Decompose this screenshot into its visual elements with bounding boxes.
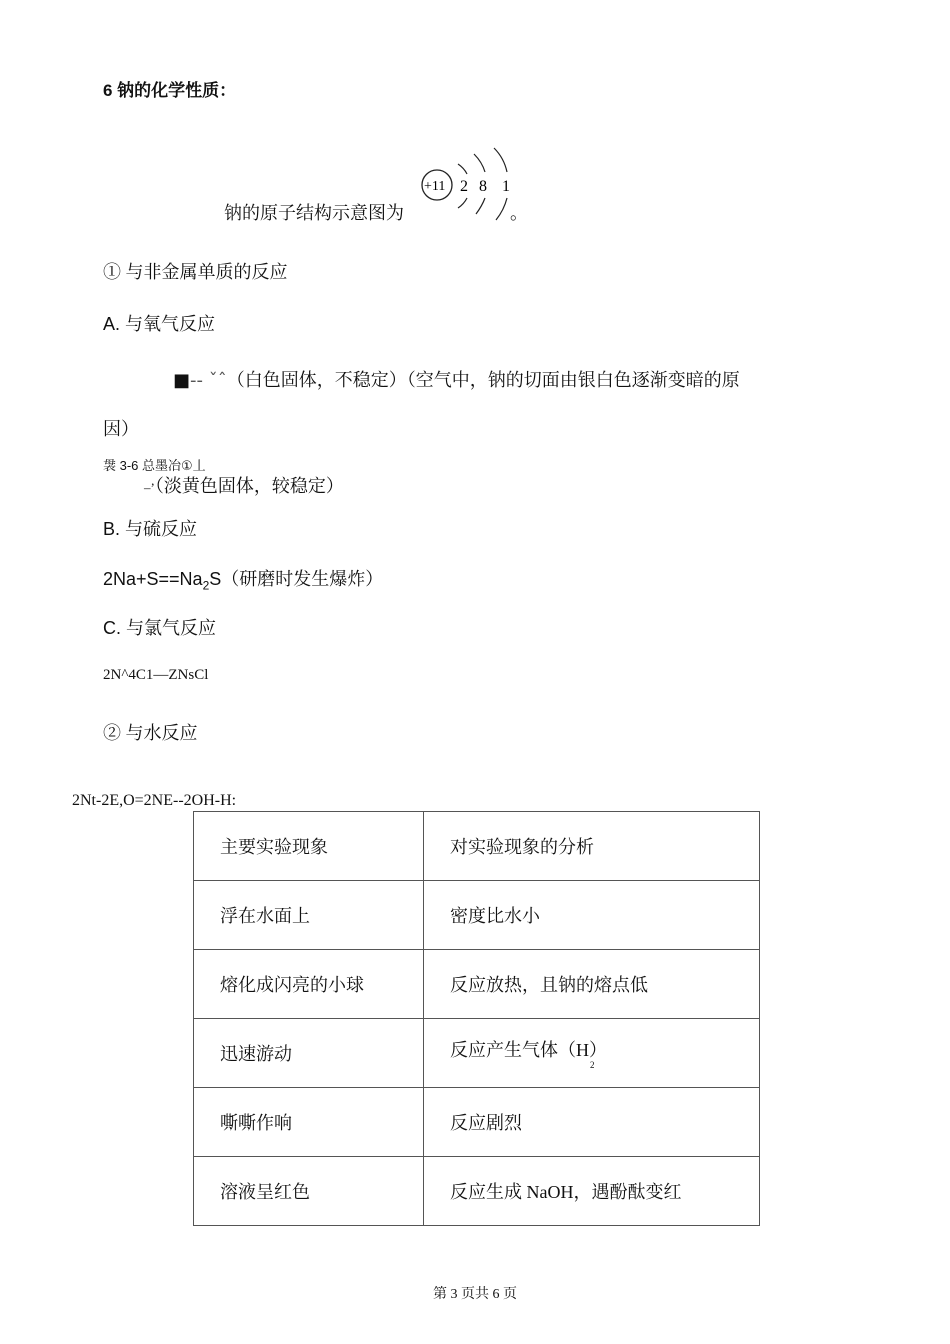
section2-heading: ② 与水反应 <box>103 723 198 743</box>
oxygen-equation-2 <box>144 472 344 498</box>
analysis-cell: 反应剧烈 <box>424 1088 760 1157</box>
phenomenon-cell: 溶液呈红色 <box>194 1157 424 1226</box>
phenomenon-cell: 浮在水面上 <box>194 881 424 950</box>
table-header-cell: 主要实验现象 <box>194 812 424 881</box>
sulfur-eq-subscript: 2 <box>202 578 210 593</box>
atom-caption-period: 。 <box>510 203 528 223</box>
table-row <box>194 1157 760 1226</box>
analysis-cell: 反应生成 NaOH，遇酚酞变红 <box>424 1157 760 1226</box>
table-header-row <box>194 812 760 881</box>
table-row <box>194 1088 760 1157</box>
atom-caption: 钠的原子结构示意图为 <box>224 203 404 223</box>
section-title: 6 钠的化学性质： <box>103 81 237 100</box>
phenomenon-cell: 迅速游动 <box>194 1019 424 1088</box>
oxygen-equation-1-continued: 因） <box>103 419 139 439</box>
sulfur-eq-pre: 2Na+S==Na <box>103 569 203 589</box>
oxygen-equation-2-note: （淡黄色固体，较稳定） <box>154 476 344 496</box>
chlorine-equation: 2N^4C1—ZNsCl <box>103 667 209 683</box>
table-row <box>194 950 760 1019</box>
analysis-cell: 反应放热，且钠的熔点低 <box>424 950 760 1019</box>
analysis-text: 反应产生气体（H） <box>450 1040 607 1060</box>
sulfur-eq-note: （研磨时发生爆炸） <box>221 569 384 589</box>
phenomenon-cell: 嘶嘶作响 <box>194 1088 424 1157</box>
oxygen-equation-2-garbled: 袰 3-6 总墨冶①丄 <box>103 458 206 473</box>
h2-subscript: 2 <box>590 1060 595 1070</box>
oxygen-equation-1-note: （白色固体，不稳定）（空气中，钠的切面由银白色逐渐变暗的原 <box>226 370 740 390</box>
nucleus-charge: +11 <box>424 179 446 194</box>
table-row <box>194 881 760 950</box>
phenomenon-cell: 熔化成闪亮的小球 <box>194 950 424 1019</box>
oxygen-equation-1 <box>173 366 740 392</box>
shell-2-count: 8 <box>479 178 487 195</box>
shell-3-count: 1 <box>502 178 510 195</box>
chlorine-reaction-heading: C. 与氯气反应 <box>103 618 217 638</box>
shell-1-count: 2 <box>460 178 468 195</box>
water-equation: 2Nt-2E,O=2NE--2OH-H: <box>72 792 237 809</box>
sulfur-reaction-heading: B. 与硫反应 <box>103 519 198 539</box>
garbled-glyph-icon: ■ <box>173 370 191 391</box>
section1-heading: ① 与非金属单质的反应 <box>103 262 288 282</box>
analysis-cell <box>424 1019 760 1088</box>
analysis-cell: 密度比水小 <box>424 881 760 950</box>
equation-marks: -- ˇˆ <box>190 370 227 391</box>
sulfur-eq-post: S <box>209 569 222 589</box>
page-footer: 第 3 页共 6 页 <box>433 1287 517 1302</box>
sulfur-equation <box>103 565 383 593</box>
experiment-table <box>193 811 760 1226</box>
equation-2-mark: –’ <box>144 480 155 495</box>
table-header-cell: 对实验现象的分析 <box>424 812 760 881</box>
oxygen-reaction-heading: A. 与氧气反应 <box>103 314 216 334</box>
table-row <box>194 1019 760 1088</box>
